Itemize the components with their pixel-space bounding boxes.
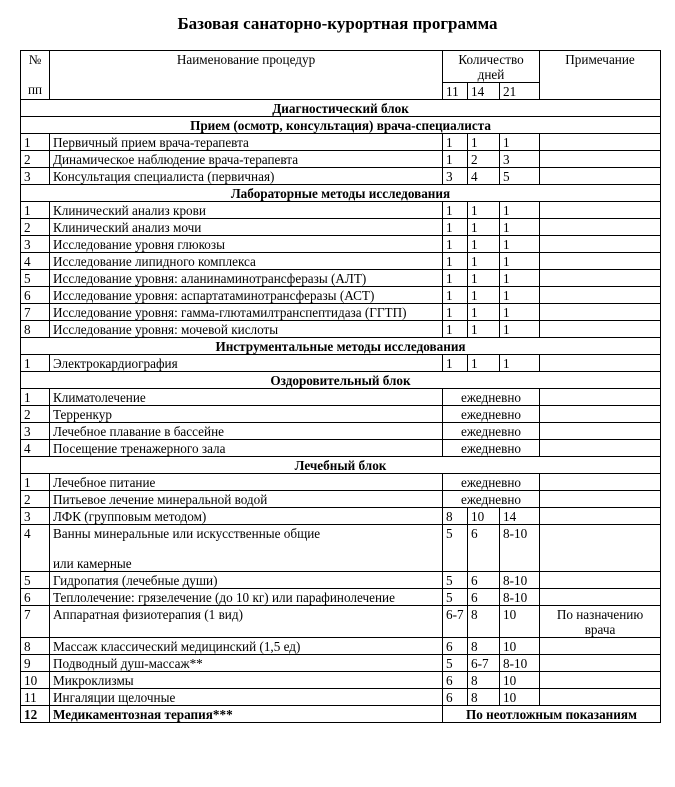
table-row — [21, 219, 661, 236]
days-14-value: 8 — [468, 638, 500, 655]
procedure-name: Теплолечение: грязелечение (до 10 кг) или парафинолечение — [50, 589, 443, 606]
days-21-value: 1 — [500, 270, 540, 287]
days-21-value: 10 — [500, 689, 540, 706]
row-number: 7 — [21, 304, 50, 321]
header-day-11: 11 — [443, 83, 468, 100]
procedure-name: Аппаратная физиотерапия (1 вид) — [50, 606, 443, 638]
table-row — [21, 423, 661, 440]
row-number: 1 — [21, 202, 50, 219]
section-header-row — [21, 117, 661, 134]
procedure-name: Подводный душ-массаж** — [50, 655, 443, 672]
days-11-value: 8 — [443, 508, 468, 525]
table-row — [21, 304, 661, 321]
procedure-name: Исследование уровня глюкозы — [50, 236, 443, 253]
procedure-name-line-1: Ванны минеральные или искусственные общие — [53, 526, 321, 541]
days-21-value: 10 — [500, 672, 540, 689]
days-21-value: 1 — [500, 355, 540, 372]
note-cell — [540, 655, 661, 672]
row-number: 2 — [21, 151, 50, 168]
table-row — [21, 287, 661, 304]
days-11-value: 1 — [443, 304, 468, 321]
header-day-21: 21 — [500, 83, 540, 100]
days-14-value: 6 — [468, 572, 500, 589]
section-header-row — [21, 372, 661, 389]
row-number: 5 — [21, 572, 50, 589]
note-cell — [540, 202, 661, 219]
days-14-value: 1 — [468, 287, 500, 304]
table-row — [21, 572, 661, 589]
days-14-value: 8 — [468, 606, 500, 638]
note-cell — [540, 589, 661, 606]
days-21-value: 1 — [500, 219, 540, 236]
procedure-name: Консультация специалиста (первичная) — [50, 168, 443, 185]
header-number — [21, 51, 50, 100]
row-number: 7 — [21, 606, 50, 638]
days-14-value: 6 — [468, 525, 500, 572]
days-21-value: 1 — [500, 304, 540, 321]
header-note: Примечание — [540, 51, 661, 100]
procedure-name: Медикаментозная терапия*** — [50, 706, 443, 723]
header-number-bottom: пп — [27, 82, 43, 97]
procedure-name: Первичный прием врача-терапевта — [50, 134, 443, 151]
section-title: Диагностический блок — [21, 100, 661, 117]
header-day-14: 14 — [468, 83, 500, 100]
note-cell — [540, 236, 661, 253]
days-14-value: 1 — [468, 253, 500, 270]
note-cell — [540, 219, 661, 236]
procedure-name: Посещение тренажерного зала — [50, 440, 443, 457]
frequency-daily: ежедневно — [443, 423, 540, 440]
row-number: 6 — [21, 589, 50, 606]
note-cell — [540, 355, 661, 372]
note-cell — [540, 270, 661, 287]
procedure-name: Массаж классический медицинский (1,5 ед) — [50, 638, 443, 655]
procedure-name: Исследование уровня: гамма-глютамилтранспептидаза (ГГТП) — [50, 304, 443, 321]
note-cell — [540, 474, 661, 491]
table-row — [21, 151, 661, 168]
days-21-value: 3 — [500, 151, 540, 168]
days-14-value: 8 — [468, 672, 500, 689]
procedure-name: Электрокардиография — [50, 355, 443, 372]
days-14-value: 10 — [468, 508, 500, 525]
days-11-value: 1 — [443, 321, 468, 338]
table-row — [21, 355, 661, 372]
row-number: 3 — [21, 236, 50, 253]
note-cell — [540, 638, 661, 655]
row-number: 2 — [21, 491, 50, 508]
section-header-row — [21, 100, 661, 117]
procedure-name: ЛФК (групповым методом) — [50, 508, 443, 525]
days-11-value: 5 — [443, 655, 468, 672]
days-14-value: 4 — [468, 168, 500, 185]
document-title: Базовая санаторно-курортная программа — [177, 14, 498, 33]
procedure-name: Клинический анализ крови — [50, 202, 443, 219]
note-cell — [540, 440, 661, 457]
days-21-value: 8-10 — [500, 589, 540, 606]
row-number: 4 — [21, 525, 50, 572]
procedure-name: Лечебное плавание в бассейне — [50, 423, 443, 440]
days-11-value: 6 — [443, 689, 468, 706]
row-number: 4 — [21, 440, 50, 457]
days-21-value: 1 — [500, 253, 540, 270]
row-number: 10 — [21, 672, 50, 689]
days-11-value: 1 — [443, 270, 468, 287]
days-21-value: 10 — [500, 606, 540, 638]
days-11-value: 6 — [443, 672, 468, 689]
table-row — [21, 706, 661, 723]
days-11-value: 1 — [443, 202, 468, 219]
days-14-value: 6-7 — [468, 655, 500, 672]
section-header-row — [21, 457, 661, 474]
section-title: Прием (осмотр, консультация) врача-специалиста — [21, 117, 661, 134]
procedure-name: Питьевое лечение минеральной водой — [50, 491, 443, 508]
days-11-value: 1 — [443, 236, 468, 253]
table-row — [21, 440, 661, 457]
header-number-top: № — [28, 52, 42, 67]
row-number: 12 — [21, 706, 50, 723]
section-header-row — [21, 338, 661, 355]
frequency-daily: ежедневно — [443, 389, 540, 406]
row-number: 2 — [21, 219, 50, 236]
table-row — [21, 672, 661, 689]
table-row — [21, 589, 661, 606]
days-11-value: 1 — [443, 287, 468, 304]
procedure-name: Клинический анализ мочи — [50, 219, 443, 236]
procedure-name: Климатолечение — [50, 389, 443, 406]
frequency-daily: ежедневно — [443, 406, 540, 423]
procedure-name: Лечебное питание — [50, 474, 443, 491]
procedure-name: Гидропатия (лечебные души) — [50, 572, 443, 589]
row-number: 8 — [21, 638, 50, 655]
section-title: Инструментальные методы исследования — [21, 338, 661, 355]
days-21-value: 8-10 — [500, 525, 540, 572]
days-11-value: 5 — [443, 572, 468, 589]
program-table-body — [21, 51, 661, 723]
days-14-value: 1 — [468, 321, 500, 338]
days-14-value: 1 — [468, 219, 500, 236]
section-title: Оздоровительный блок — [21, 372, 661, 389]
days-14-value: 1 — [468, 134, 500, 151]
table-row — [21, 321, 661, 338]
table-row — [21, 253, 661, 270]
table-row — [21, 236, 661, 253]
row-number: 4 — [21, 253, 50, 270]
row-number: 3 — [21, 423, 50, 440]
days-21-value: 1 — [500, 287, 540, 304]
days-11-value: 1 — [443, 355, 468, 372]
note-cell — [540, 287, 661, 304]
table-row — [21, 638, 661, 655]
program-table — [20, 50, 661, 723]
row-number: 3 — [21, 508, 50, 525]
procedure-name-line-2: или камерные — [53, 556, 132, 571]
procedure-name: Исследование уровня: мочевой кислоты — [50, 321, 443, 338]
note-cell — [540, 151, 661, 168]
note-cell — [540, 508, 661, 525]
procedure-name: Ингаляции щелочные — [50, 689, 443, 706]
days-11-value: 5 — [443, 525, 468, 572]
table-row — [21, 525, 661, 572]
row-number: 6 — [21, 287, 50, 304]
days-11-value: 1 — [443, 253, 468, 270]
days-14-value: 1 — [468, 270, 500, 287]
days-14-value: 1 — [468, 304, 500, 321]
days-11-value: 3 — [443, 168, 468, 185]
row-number: 1 — [21, 355, 50, 372]
row-number: 8 — [21, 321, 50, 338]
row-number: 1 — [21, 474, 50, 491]
days-21-value: 1 — [500, 321, 540, 338]
note-cell — [540, 168, 661, 185]
table-row — [21, 406, 661, 423]
note-cell: По назначению врача — [540, 606, 661, 638]
header-quantity: Количество дней — [443, 51, 540, 83]
days-21-value: 8-10 — [500, 572, 540, 589]
days-11-value: 5 — [443, 589, 468, 606]
days-11-value: 1 — [443, 151, 468, 168]
procedure-name: Терренкур — [50, 406, 443, 423]
days-21-value: 10 — [500, 638, 540, 655]
days-14-value: 2 — [468, 151, 500, 168]
days-21-value: 8-10 — [500, 655, 540, 672]
row-number: 11 — [21, 689, 50, 706]
procedure-name: Исследование уровня: аланинаминотрансферазы (АЛТ) — [50, 270, 443, 287]
days-14-value: 8 — [468, 689, 500, 706]
procedure-name: Динамическое наблюдение врача-терапевта — [50, 151, 443, 168]
days-14-value: 1 — [468, 355, 500, 372]
procedure-name — [50, 525, 443, 572]
row-number: 5 — [21, 270, 50, 287]
note-cell — [540, 672, 661, 689]
table-row — [21, 202, 661, 219]
header-name: Наименование процедур — [50, 51, 443, 100]
frequency-daily: ежедневно — [443, 440, 540, 457]
frequency-daily: ежедневно — [443, 474, 540, 491]
days-21-value: 1 — [500, 236, 540, 253]
note-cell — [540, 423, 661, 440]
note-cell — [540, 389, 661, 406]
note-cell — [540, 406, 661, 423]
days-21-value: 5 — [500, 168, 540, 185]
table-row — [21, 270, 661, 287]
table-row — [21, 606, 661, 638]
days-21-value: 14 — [500, 508, 540, 525]
days-14-value: 6 — [468, 589, 500, 606]
days-11-value: 1 — [443, 219, 468, 236]
row-number: 2 — [21, 406, 50, 423]
days-14-value: 1 — [468, 202, 500, 219]
table-row — [21, 491, 661, 508]
section-title: Лабораторные методы исследования — [21, 185, 661, 202]
row-number: 9 — [21, 655, 50, 672]
table-row — [21, 508, 661, 525]
days-21-value: 1 — [500, 202, 540, 219]
days-11-value: 1 — [443, 134, 468, 151]
table-row — [21, 689, 661, 706]
row-number: 1 — [21, 134, 50, 151]
section-title: Лечебный блок — [21, 457, 661, 474]
note-cell — [540, 253, 661, 270]
section-header-row — [21, 185, 661, 202]
table-row — [21, 655, 661, 672]
days-11-value: 6 — [443, 638, 468, 655]
procedure-name: Исследование липидного комплекса — [50, 253, 443, 270]
table-row — [21, 474, 661, 491]
note-cell — [540, 491, 661, 508]
table-row — [21, 168, 661, 185]
urgent-indications: По неотложным показаниям — [443, 706, 661, 723]
row-number: 3 — [21, 168, 50, 185]
note-cell — [540, 134, 661, 151]
days-14-value: 1 — [468, 236, 500, 253]
procedure-name: Исследование уровня: аспартатаминотрансферазы (АСТ) — [50, 287, 443, 304]
table-row — [21, 134, 661, 151]
header-row — [21, 51, 661, 83]
note-cell — [540, 525, 661, 572]
days-21-value: 1 — [500, 134, 540, 151]
procedure-name: Микроклизмы — [50, 672, 443, 689]
days-11-value: 6-7 — [443, 606, 468, 638]
note-cell — [540, 304, 661, 321]
note-cell — [540, 689, 661, 706]
table-row — [21, 389, 661, 406]
row-number: 1 — [21, 389, 50, 406]
note-cell — [540, 572, 661, 589]
note-cell — [540, 321, 661, 338]
frequency-daily: ежедневно — [443, 491, 540, 508]
